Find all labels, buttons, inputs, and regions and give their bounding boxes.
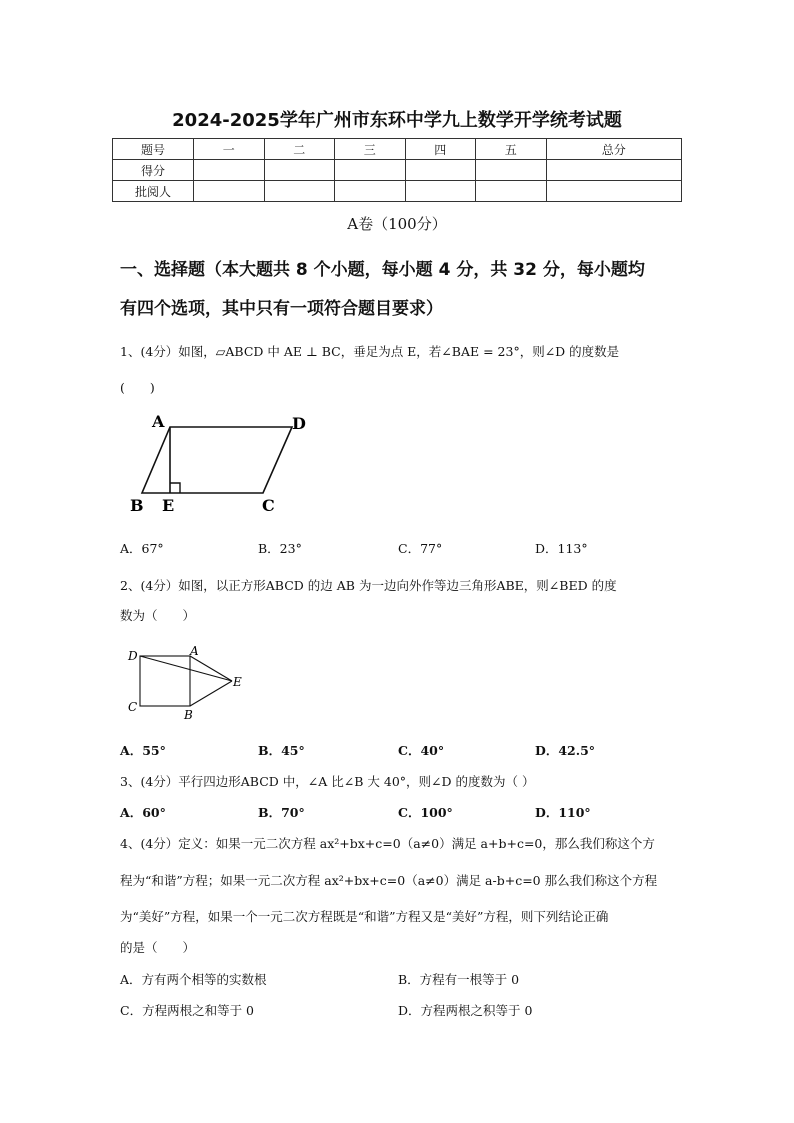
q4-option-b: B．方程有一根等于 0 (398, 972, 520, 987)
exam-title: 2024-2025学年广州市东环中学九上数学开学统考试题 (172, 110, 622, 131)
square-abcd (140, 656, 190, 706)
table-cell: 四 (405, 139, 476, 160)
q4-line3: 为“美好”方程，如果一个一元二次方程既是“和谐”方程又是“美好”方程，则下列结论正确 (120, 909, 609, 924)
label-c: C (128, 700, 138, 714)
q4-option-c: C．方程两根之和等于 0 (120, 1003, 254, 1018)
q4-line4: 的是（ ） (120, 940, 196, 955)
table-cell: 三 (335, 139, 406, 160)
right-angle-mark (170, 483, 180, 493)
score-table (112, 138, 682, 202)
q3-text: 3、(4分）平行四边形ABCD 中，∠A 比∠B 大 40°，则∠D 的度数为（ ） (120, 774, 535, 789)
q3-option-d: D．110° (535, 805, 591, 820)
q1-text: 1、(4分）如图，▱ABCD 中 AE ⊥ BC，垂足为点 E，若∠BAE = 23°，则∠D 的度数是 (120, 344, 620, 359)
table-row (113, 160, 682, 181)
q3-option-c: C．100° (398, 805, 453, 820)
q1-option-a: A．67° (120, 541, 164, 556)
q3-option-b: B．70° (258, 805, 305, 820)
q4-line2: 程为“和谐”方程；如果一元二次方程 ax²+bx+c=0（a≠0）满足 a-b+c=0 那么我们称这个方程 (120, 873, 658, 888)
label-d: D (128, 649, 138, 663)
table-cell (335, 181, 406, 202)
label-b: B (130, 496, 144, 515)
q1-parallelogram-figure (120, 405, 320, 520)
table-cell (194, 160, 265, 181)
q2-line2: 数为（ ） (120, 608, 196, 623)
q2-option-c: C．40° (398, 743, 445, 758)
q3-option-a: A．60° (120, 805, 166, 820)
q1-paren: ( ) (120, 380, 155, 395)
q2-option-b: B．45° (258, 743, 305, 758)
table-cell (546, 181, 682, 202)
segment-ae (190, 656, 232, 681)
section-a-title: A卷（100分） (347, 215, 447, 233)
q2-line1: 2、(4分）如图，以正方形ABCD 的边 AB 为一边向外作等边三角形ABE，则∠BED 的度 (120, 578, 617, 593)
section-heading-line2: 有四个选项，其中只有一项符合题目要求） (120, 299, 443, 319)
q4-option-a: A．方有两个相等的实数根 (120, 972, 267, 987)
q4-line1: 4、(4分）定义：如果一元二次方程 ax²+bx+c=0（a≠0）满足 a+b+c=0，那么我们称这个方 (120, 836, 655, 851)
label-a: A (152, 412, 165, 431)
table-cell (264, 181, 335, 202)
table-row (113, 139, 682, 160)
label-d: D (292, 414, 306, 433)
table-cell: 二 (264, 139, 335, 160)
segment-be (190, 681, 232, 706)
label-e: E (162, 496, 175, 515)
section-heading-line1: 一、选择题（本大题共 8 个小题，每小题 4 分，共 32 分，每小题均 (120, 260, 645, 280)
q1-option-b: B．23° (258, 541, 302, 556)
table-row (113, 181, 682, 202)
table-cell (405, 160, 476, 181)
table-cell: 一 (194, 139, 265, 160)
q2-square-triangle-figure (125, 645, 255, 725)
q1-option-c: C．77° (398, 541, 443, 556)
q4-option-d: D．方程两根之积等于 0 (398, 1003, 533, 1018)
table-cell: 批阅人 (113, 181, 194, 202)
label-a: A (190, 645, 199, 658)
table-cell: 得分 (113, 160, 194, 181)
table-cell (194, 181, 265, 202)
q2-option-d: D．42.5° (535, 743, 596, 758)
segment-de (140, 656, 232, 681)
q1-option-d: D．113° (535, 541, 588, 556)
label-e: E (233, 675, 242, 689)
table-cell (264, 160, 335, 181)
table-cell (405, 181, 476, 202)
parallelogram-abcd (142, 427, 292, 493)
table-cell (335, 160, 406, 181)
label-b: B (184, 708, 193, 722)
table-cell (476, 181, 547, 202)
table-cell: 总分 (546, 139, 682, 160)
q2-option-a: A．55° (120, 743, 166, 758)
table-cell (546, 160, 682, 181)
label-c: C (262, 496, 275, 515)
table-cell (476, 160, 547, 181)
table-cell: 五 (476, 139, 547, 160)
table-cell: 题号 (113, 139, 194, 160)
